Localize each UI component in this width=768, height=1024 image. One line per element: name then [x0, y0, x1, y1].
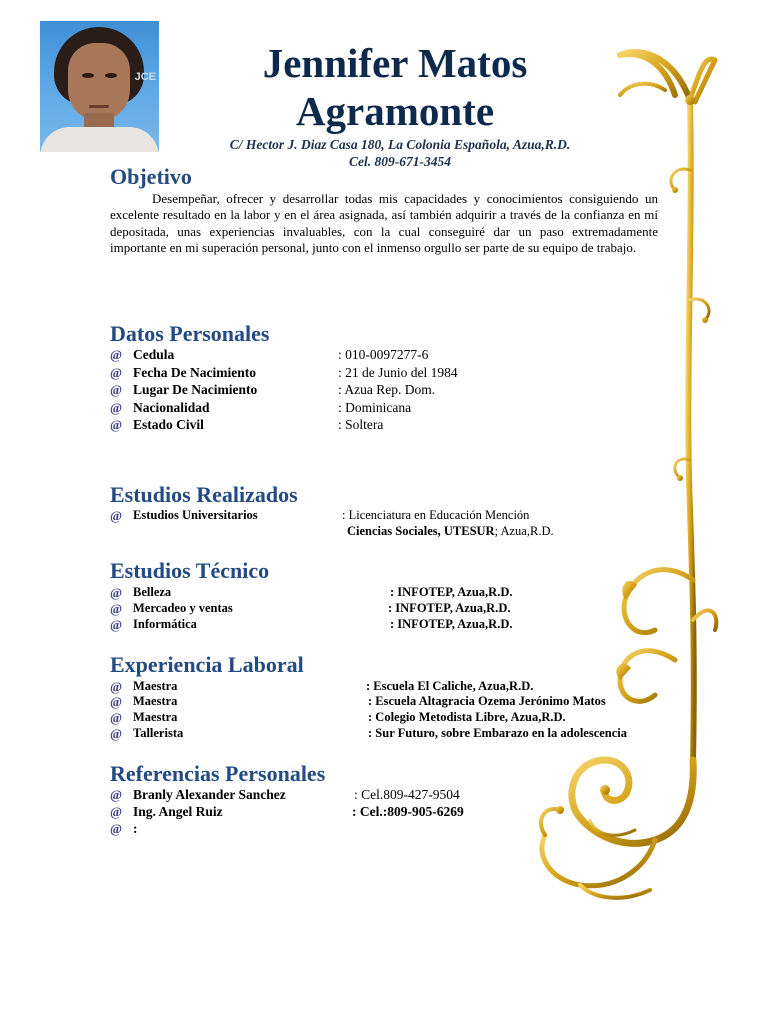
- field-value: : 21 de Junio del 1984: [338, 365, 458, 380]
- field-value-bold: Ciencias Sociales, UTESUR: [347, 524, 495, 538]
- field-label: Estudios Universitarios: [133, 508, 258, 522]
- field-label: Tallerista: [133, 726, 184, 740]
- tecnico-title: Estudios Técnico: [110, 558, 270, 583]
- spiral-bullet-icon: @: [110, 787, 123, 802]
- spiral-bullet-icon: @: [110, 417, 123, 432]
- spiral-bullet-icon: @: [110, 601, 123, 616]
- field-value: : Escuela El Caliche, Azua,R.D.: [366, 679, 534, 693]
- datos-title: Datos Personales: [110, 321, 270, 346]
- field-value: : Colegio Metodista Libre, Azua,R.D.: [368, 710, 566, 724]
- field-label: Maestra: [133, 710, 178, 724]
- field-value: : INFOTEP, Azua,R.D.: [388, 601, 511, 615]
- phone: Cel. 809-671-3454: [349, 154, 451, 169]
- address: C/ Hector J. Diaz Casa 180, La Colonia Española, Azua,R.D.: [229, 137, 571, 152]
- spiral-bullet-icon: @: [110, 710, 123, 725]
- spiral-bullet-icon: @: [110, 821, 123, 836]
- field-label: Mercadeo y ventas: [133, 601, 233, 615]
- field-label: :: [133, 821, 138, 836]
- field-label: Informática: [133, 617, 197, 631]
- referencias-title: Referencias Personales: [110, 761, 326, 786]
- spiral-bullet-icon: @: [110, 585, 123, 600]
- field-value: : 010-0097277-6: [338, 347, 429, 362]
- field-value: : Cel.809-427-9504: [354, 787, 460, 802]
- photo-watermark: JCE: [134, 71, 156, 83]
- golden-scroll-ornament-icon: [525, 40, 725, 910]
- field-label: Maestra: [133, 679, 178, 693]
- estudios-title: Estudios Realizados: [110, 482, 298, 507]
- objetivo-text: Desempeñar, ofrecer y desarrollar todas mis capacidades y conocimientos consiguiendo un excelente resultado en la labor y en el área asignada, así también adquirir a través de la confianza en mí depositada, unas experiencias invaluables, con la cual conseguiré dar un paso extremadamente importante en mi superación personal, junto con el inmenso orgullo ser parte de su equipo de trabajo.: [110, 191, 658, 255]
- spiral-bullet-icon: @: [110, 679, 123, 694]
- experiencia-title: Experiencia Laboral: [110, 652, 304, 677]
- name-line2: Agramonte: [295, 88, 495, 134]
- spiral-bullet-icon: @: [110, 617, 123, 632]
- field-label: Branly Alexander Sanchez: [133, 787, 286, 802]
- spiral-bullet-icon: @: [110, 694, 123, 709]
- field-label: Maestra: [133, 694, 178, 708]
- name-line1: Jennifer Matos: [262, 40, 528, 86]
- field-label: Lugar De Nacimiento: [133, 382, 258, 397]
- field-label: Belleza: [133, 585, 172, 599]
- spiral-bullet-icon: @: [110, 365, 123, 380]
- spiral-bullet-icon: @: [110, 382, 123, 397]
- field-value-rest: ; Azua,R.D.: [494, 524, 554, 538]
- spiral-bullet-icon: @: [110, 400, 123, 415]
- field-label: Fecha De Nacimiento: [133, 365, 256, 380]
- field-value: : Escuela Altagracia Ozema Jerónimo Matos: [368, 694, 606, 708]
- field-value: : Dominicana: [338, 400, 412, 415]
- spiral-bullet-icon: @: [110, 347, 123, 362]
- field-value: : INFOTEP, Azua,R.D.: [390, 585, 513, 599]
- spiral-bullet-icon: @: [110, 508, 123, 523]
- field-value: : Soltera: [338, 417, 384, 432]
- spiral-bullet-icon: @: [110, 804, 123, 819]
- field-label: Cedula: [133, 347, 175, 362]
- objetivo-title: Objetivo: [110, 164, 192, 189]
- field-value: : Licenciatura en Educación Mención: [342, 508, 530, 522]
- field-label: Estado Civil: [133, 417, 204, 432]
- spiral-bullet-icon: @: [110, 726, 123, 741]
- profile-photo: [40, 21, 159, 152]
- field-value: : Sur Futuro, sobre Embarazo en la adolescencia: [368, 726, 628, 740]
- field-value: : Azua Rep. Dom.: [338, 382, 436, 397]
- field-value: : Cel.:809-905-6269: [352, 804, 464, 819]
- field-value: : INFOTEP, Azua,R.D.: [390, 617, 513, 631]
- field-label: Nacionalidad: [133, 400, 210, 415]
- field-label: Ing. Angel Ruiz: [133, 804, 223, 819]
